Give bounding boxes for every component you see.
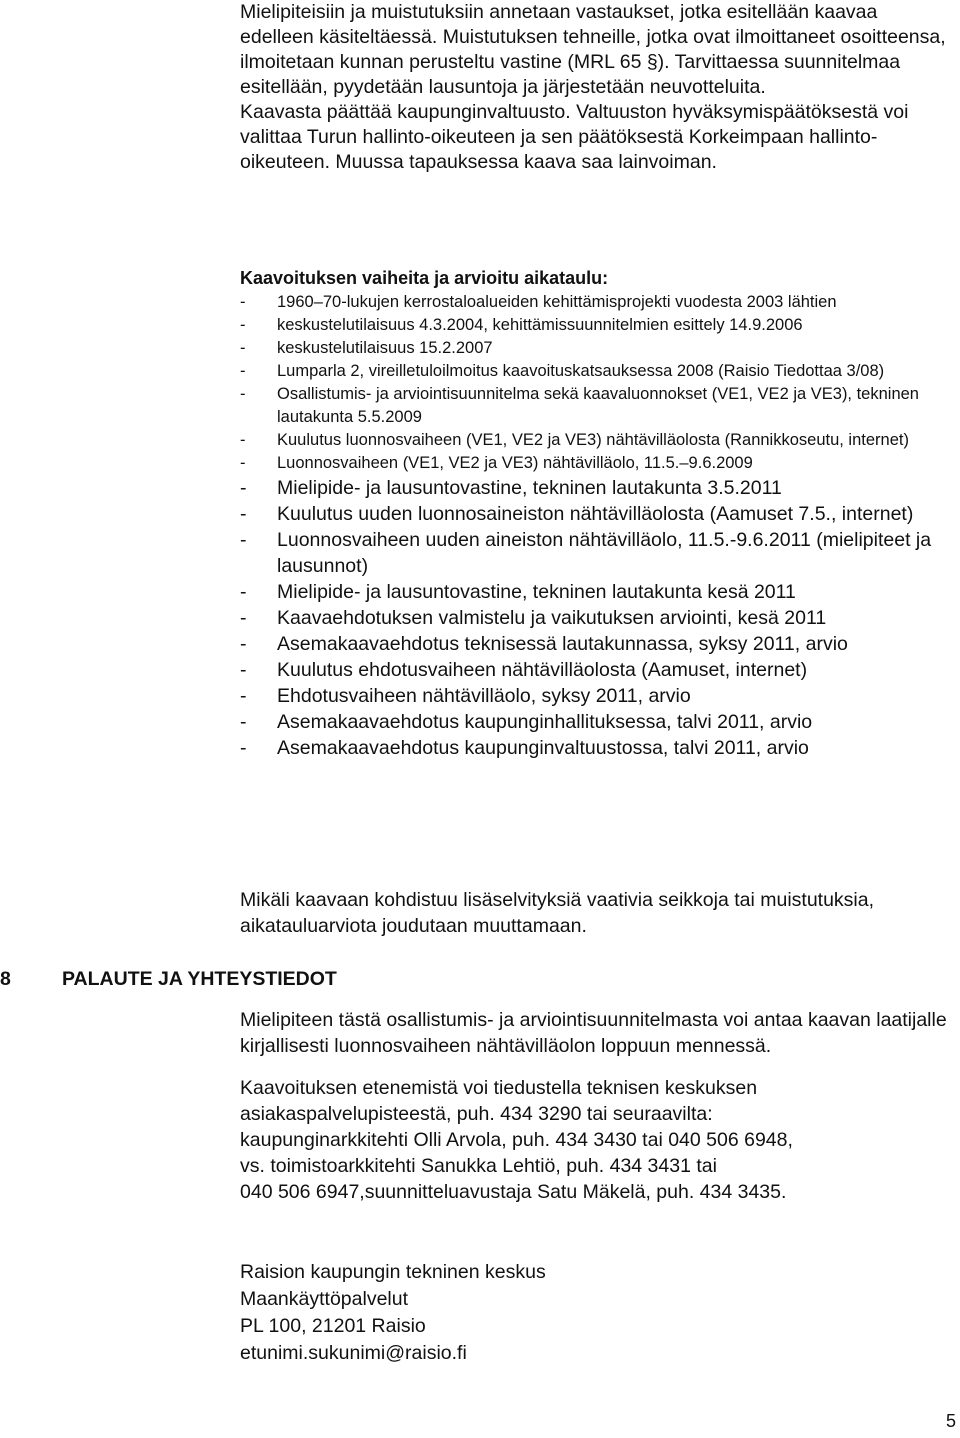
address-dept: Maankäyttöpalvelut	[240, 1288, 409, 1310]
contact-line: kaupunginarkkitehti Olli Arvola, puh. 434 3430 tai 040 506 6948,	[240, 1129, 793, 1151]
list-item: - Kuulutus uuden luonnosaineiston nähtävilläolosta (Aamuset 7.5., internet)	[240, 501, 956, 527]
contact-paragraph	[240, 1075, 956, 1205]
section-heading	[0, 964, 337, 994]
list-item: - Luonnosvaiheen (VE1, VE2 ja VE3) nähtävilläolo, 11.5.–9.6.2009	[240, 452, 956, 475]
list-item: - Osallistumis- ja arviointisuunnitelma sekä kaavaluonnokset (VE1, VE2 ja VE3), tekninen lautakunta 5.5.2009	[240, 383, 956, 429]
section-number: 8	[0, 968, 11, 990]
list-item: - Mielipide- ja lausuntovastine, tekninen lautakunta 3.5.2011	[240, 475, 956, 501]
address-box: PL 100, 21201 Raisio	[240, 1315, 426, 1337]
list-item: - Asemakaavaehdotus kaupunginvaltuustossa, talvi 2011, arvio	[240, 735, 956, 761]
contact-line: vs. toimistoarkkitehti Sanukka Lehtiö, puh. 434 3431 tai	[240, 1155, 717, 1177]
intro-paragraph-1: Mielipiteisiin ja muistutuksiin annetaan vastaukset, jotka esitellään kaavaa edelleen käsiteltäessä. Muistutuksen tehneille, jotka ovat ilmoittaneet osoitteensa, ilmoitetaan kunnan perusteltu vastine (MRL 65 §). Tarvittaessa suunnitelmaa esitellään, pyydetään lausuntoja ja järjestetään neuvotteluita.	[240, 1, 946, 98]
contact-line: 040 506 6947,suunnitteluavustaja Satu Mäkelä, puh. 434 3435.	[240, 1181, 787, 1203]
feedback-paragraph: Mielipiteen tästä osallistumis- ja arviointisuunnitelmasta voi antaa kaavan laatijalle kirjallisesti luonnosvaiheen nähtävilläolon loppuun mennessä.	[240, 1009, 947, 1057]
list-item: - keskustelutilaisuus 4.3.2004, kehittämissuunnitelmien esittely 14.9.2006	[240, 314, 956, 337]
schedule-list	[240, 291, 956, 761]
list-item: - Kaavaehdotuksen valmistelu ja vaikutuksen arviointi, kesä 2011	[240, 605, 956, 631]
contact-line: Kaavoituksen etenemistä voi tiedustella teknisen keskuksen asiakaspalvelupisteestä, puh. 434 3290 tai seuraavilta:	[240, 1077, 758, 1125]
list-item: - Ehdotusvaiheen nähtävilläolo, syksy 2011, arvio	[240, 683, 956, 709]
list-item: - Mielipide- ja lausuntovastine, tekninen lautakunta kesä 2011	[240, 579, 956, 605]
address-email: etunimi.sukunimi@raisio.fi	[240, 1342, 467, 1364]
list-item: - 1960–70-lukujen kerrostaloalueiden kehittämisprojekti vuodesta 2003 lähtien	[240, 291, 956, 314]
address-org: Raision kaupungin tekninen keskus	[240, 1261, 546, 1283]
list-item: - Lumparla 2, vireilletuloilmoitus kaavoituskatsauksessa 2008 (Raisio Tiedottaa 3/08)	[240, 360, 956, 383]
schedule-section	[240, 266, 956, 761]
intro-section	[240, 0, 956, 175]
list-item: - Asemakaavaehdotus teknisessä lautakunnassa, syksy 2011, arvio	[240, 631, 956, 657]
list-item: - keskustelutilaisuus 15.2.2007	[240, 337, 956, 360]
schedule-title: Kaavoituksen vaiheita ja arvioitu aikataulu:	[240, 268, 609, 288]
list-item: - Luonnosvaiheen uuden aineiston nähtävilläolo, 11.5.-9.6.2011 (mielipiteet ja lausunnot)	[240, 527, 956, 579]
schedule-note: Mikäli kaavaan kohdistuu lisäselvityksiä vaativia seikkoja tai muistutuksia, aikatauluarviota joudutaan muuttamaan.	[240, 889, 875, 937]
contact-section	[240, 1007, 956, 1221]
list-item: - Kuulutus ehdotusvaiheen nähtävilläolosta (Aamuset, internet)	[240, 657, 956, 683]
list-item: - Kuulutus luonnosvaiheen (VE1, VE2 ja VE3) nähtävilläolosta (Rannikkoseutu, internet)	[240, 429, 956, 452]
list-item: - Asemakaavaehdotus kaupunginhallituksessa, talvi 2011, arvio	[240, 709, 956, 735]
address-block	[240, 1259, 956, 1367]
page-number: 5	[945, 1411, 956, 1431]
intro-paragraph-2: Kaavasta päättää kaupunginvaltuusto. Valtuuston hyväksymispäätöksestä voi valittaa Turun hallinto-oikeuteen ja sen päätöksestä Korkeimpaan hallinto-oikeuteen. Muussa tapauksessa kaava saa lainvoiman.	[240, 101, 909, 173]
section-title: PALAUTE JA YHTEYSTIEDOT	[62, 968, 337, 990]
